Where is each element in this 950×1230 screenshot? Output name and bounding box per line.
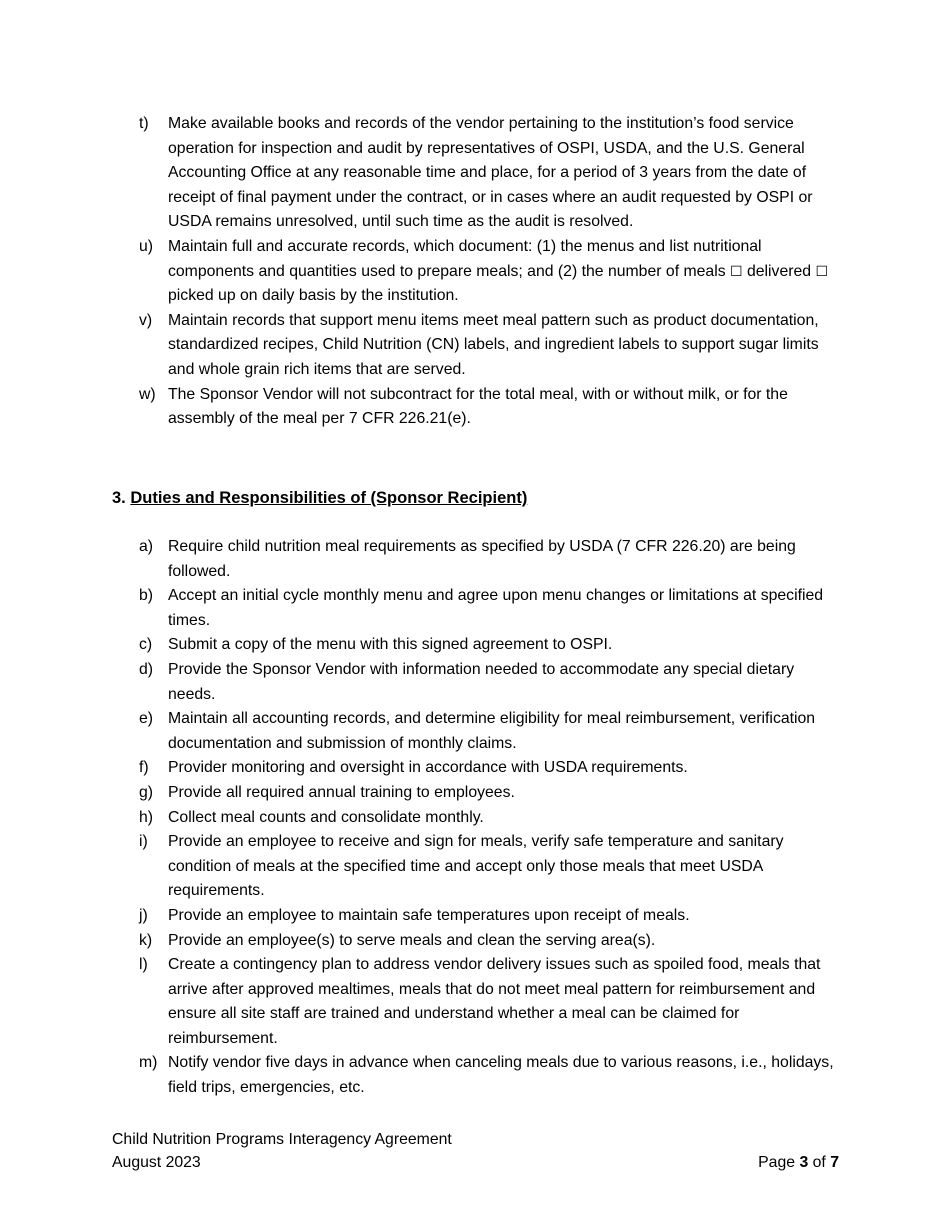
list-item-text: Collect meal counts and consolidate monthly. <box>168 808 484 826</box>
list-item-text: Provide an employee to maintain safe temperatures upon receipt of meals. <box>168 906 690 924</box>
list-marker: f) <box>139 759 149 777</box>
list-item <box>139 658 839 707</box>
sponsor-duties-list <box>139 535 839 1101</box>
list-item <box>139 633 839 658</box>
list-item-text: Create a contingency plan to address vendor delivery issues such as spoiled food, meals that arrive after approved mealtimes, meals that do not meet meal pattern for reimbursement and ensure all site staff are trained and understand whether a meal can be claimed for reimbursement. <box>168 956 821 1047</box>
footer-row <box>112 1151 839 1174</box>
list-item <box>139 953 839 1051</box>
section-heading <box>112 486 668 510</box>
list-item <box>139 309 839 383</box>
list-marker: b) <box>139 587 154 605</box>
list-marker: g) <box>139 783 154 801</box>
list-marker: l) <box>139 956 148 974</box>
list-marker: d) <box>139 660 154 678</box>
list-item <box>139 112 839 235</box>
list-marker: e) <box>139 710 154 728</box>
list-item <box>139 235 839 309</box>
list-item <box>139 584 839 633</box>
list-marker: c) <box>139 636 153 654</box>
vendor-duties-list <box>139 112 839 432</box>
list-marker: j) <box>139 906 148 924</box>
list-item <box>139 904 839 929</box>
list-item-text: The Sponsor Vendor will not subcontract for the total meal, with or without milk, or for the assembly of the meal per 7 CFR 226.21(e). <box>168 385 788 428</box>
list-item-text: Provider monitoring and oversight in accordance with USDA requirements. <box>168 759 688 777</box>
list-marker: i) <box>139 833 148 851</box>
list-item <box>139 383 839 432</box>
list-item-text: Provide the Sponsor Vendor with information needed to accommodate any special dietary needs. <box>168 660 795 703</box>
list-item-text: Notify vendor five days in advance when canceling meals due to various reasons, i.e., holidays, field trips, emergencies, etc. <box>168 1054 834 1097</box>
list-item-text: Provide an employee to receive and sign for meals, verify safe temperature and sanitary condition of meals at the specified time and accept only those meals that meet USDA requirements. <box>168 833 784 900</box>
list-item <box>139 1051 839 1100</box>
list-item-text: Maintain all accounting records, and determine eligibility for meal reimbursement, verification documentation and submission of monthly claims. <box>168 710 816 752</box>
list-item-text: Make available books and records of the vendor pertaining to the institution’s food service operation for inspection and audit by representatives of OSPI, USDA, and the U.S. General Accounting Office at any reasonable time and place, for a period of 3 years from the date of receipt of final payment under the contract, or in cases where an audit requested by OSPI or USDA remains unresolved, until such time as the audit is resolved. <box>168 115 813 231</box>
list-item <box>139 830 839 904</box>
page-number: Page 3 of 7 <box>758 1154 839 1171</box>
list-item-text: Accept an initial cycle monthly menu and agree upon menu changes or limitations at specified times. <box>168 587 824 629</box>
list-item-text: Maintain full and accurate records, which document: (1) the menus and list nutritional components and quantities used to prepare meals; and (2) the number of meals ☐ delivered ☐ picked up on daily basis by the institution. <box>168 237 829 305</box>
list-item <box>139 707 839 756</box>
list-item <box>139 535 839 584</box>
list-marker: u) <box>139 237 154 255</box>
list-item <box>139 929 839 954</box>
list-marker: t) <box>139 115 149 132</box>
list-item-text: Maintain records that support menu items meet meal pattern such as product documentation, standardized recipes, Child Nutrition (CN) labels, and ingredient labels to support sugar limits and whole grain rich items that are served. <box>168 311 819 378</box>
list-item <box>139 806 839 831</box>
list-marker: h) <box>139 808 154 826</box>
list-item <box>139 756 839 781</box>
list-marker: v) <box>139 311 153 329</box>
list-marker: w) <box>139 385 156 403</box>
picked-up-checkbox[interactable]: ☐ <box>815 263 829 280</box>
section-title: Duties and Responsibilities of (Sponsor Recipient) <box>130 489 528 507</box>
list-item-text: Provide all required annual training to employees. <box>168 783 515 801</box>
footer-title: Child Nutrition Programs Interagency Agreement <box>112 1131 452 1148</box>
list-item <box>139 781 839 806</box>
list-marker: k) <box>139 931 153 949</box>
list-marker: m) <box>139 1054 158 1072</box>
footer-date: August 2023 <box>112 1154 201 1171</box>
section-number: 3. <box>112 489 126 507</box>
delivered-checkbox[interactable]: ☐ <box>730 263 743 280</box>
list-item-text: Provide an employee(s) to serve meals and clean the serving area(s). <box>168 931 656 949</box>
list-item-text: Require child nutrition meal requirements as specified by USDA (7 CFR 226.20) are being followed. <box>168 538 796 580</box>
list-marker: a) <box>139 538 154 555</box>
list-item-text: Submit a copy of the menu with this signed agreement to OSPI. <box>168 636 613 654</box>
